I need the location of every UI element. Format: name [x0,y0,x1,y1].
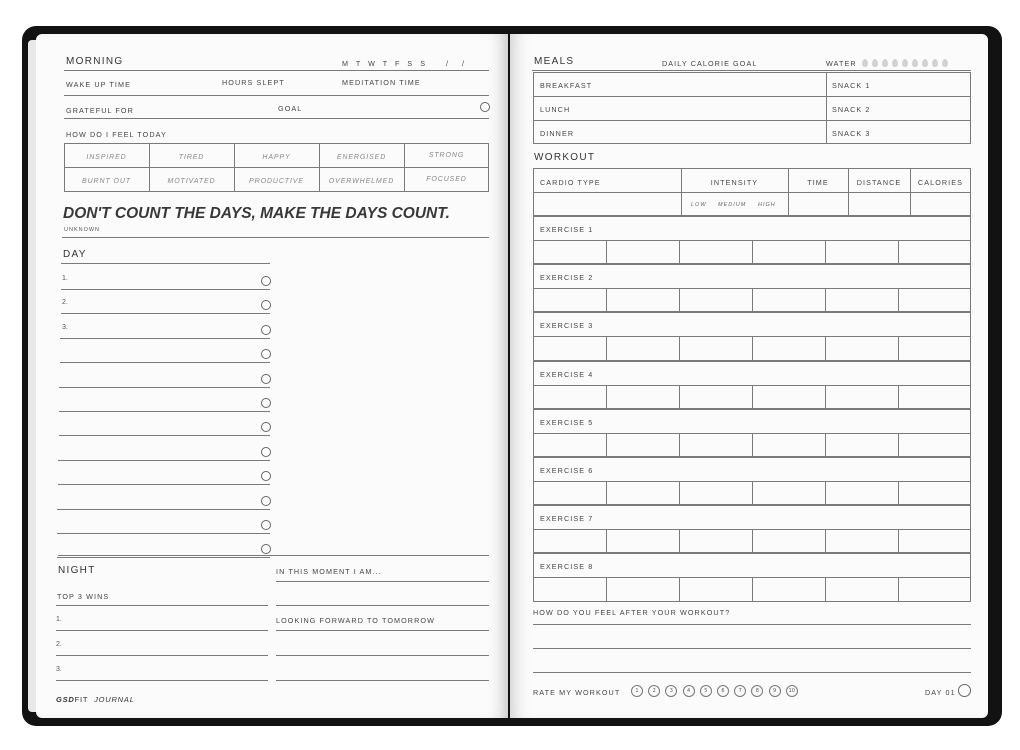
exercise-input-cell[interactable] [752,433,825,457]
task-line[interactable] [59,387,270,388]
rating-option-1[interactable]: 1 [631,685,643,697]
day-number-label: DAY 01 [925,688,956,697]
exercise-input-cell[interactable] [679,481,752,505]
snack-label: SNACK 1 [832,81,871,90]
exercise-input-cell[interactable] [898,433,971,457]
water-drop-icon[interactable] [902,59,908,67]
exercise-input-cell[interactable] [606,240,679,264]
notes-line[interactable] [533,624,971,625]
water-drop-icon[interactable] [942,59,948,67]
meal-label: LUNCH [540,105,571,114]
exercise-input-cell[interactable] [898,481,971,505]
divider [276,581,489,582]
rating-option-4[interactable]: 4 [683,685,695,697]
notes-line[interactable] [533,648,971,649]
exercise-input-cell[interactable] [606,529,679,553]
night-title: NIGHT [58,565,96,576]
task-checkbox[interactable] [261,349,271,359]
goal-label: GOAL [278,104,303,113]
exercise-input-cell[interactable] [679,529,752,553]
task-number: 2. [62,299,68,307]
rating-option-5[interactable]: 5 [700,685,712,697]
task-line[interactable] [57,509,270,510]
exercise-input-cell[interactable] [752,288,825,312]
exercise-input-cell[interactable] [825,529,898,553]
task-line[interactable] [60,362,270,363]
exercise-input-cell[interactable] [533,529,606,553]
meals-table [533,72,971,144]
grid-line [910,168,911,216]
exercise-input-cell[interactable] [825,336,898,360]
exercise-input-cell[interactable] [825,240,898,264]
exercise-input-cell[interactable] [606,577,679,601]
feeling-option[interactable]: OVERWHELMED [328,178,395,185]
exercise-label: EXERCISE 3 [540,321,594,331]
intensity-medium[interactable]: MEDIUM [718,202,747,208]
top-wins-label: TOP 3 WINS [57,592,110,601]
feel-today-label: HOW DO I FEEL TODAY [66,130,167,139]
snack-label: SNACK 2 [832,105,871,114]
divider [276,605,489,606]
water-drop-icon[interactable] [892,59,898,67]
feeling-option[interactable]: STRONG [428,152,465,159]
exercise-label: EXERCISE 6 [540,466,594,475]
weekday-selector[interactable]: M T W T F S S [342,59,428,68]
divider [64,95,489,96]
feeling-option[interactable]: BURNT OUT [82,178,131,185]
exercise-input-cell[interactable] [533,577,606,601]
meals-title: MEALS [534,56,575,67]
quote-author: UNKNOWN [64,227,101,233]
exercise-input-cell[interactable] [898,577,971,601]
task-checkbox[interactable] [261,300,271,310]
grid-line [533,120,971,121]
day-title: DAY [63,249,87,260]
exercise-input-cell[interactable] [533,240,606,264]
exercise-label: EXERCISE 4 [540,369,594,379]
task-checkbox[interactable] [261,544,271,554]
exercise-input-cell[interactable] [533,433,606,457]
win-line[interactable] [56,680,268,681]
right-page [510,34,988,718]
morning-title: MORNING [66,56,124,67]
task-checkbox[interactable] [261,520,271,530]
task-line[interactable] [58,460,270,461]
exercise-input-cell[interactable] [606,336,679,360]
exercise-input-cell[interactable] [752,385,825,409]
grid-line [533,96,971,97]
intensity-header: INTENSITY [710,178,759,187]
hours-slept-label: HOURS SLEPT [222,78,285,87]
forward-line[interactable] [276,630,489,631]
task-number: 3. [62,323,68,331]
water-drop-icon[interactable] [912,59,918,67]
calories-header: CALORIES [917,178,964,187]
moment-label: IN THIS MOMENT I AM... [276,567,382,576]
feeling-option[interactable]: MOTIVATED [167,178,216,185]
task-number: 1. [62,275,68,282]
exercise-input-cell[interactable] [533,481,606,505]
task-line[interactable] [59,435,270,436]
win-number: 2. [56,641,62,648]
rating-option-10[interactable]: 10 [786,685,798,697]
task-checkbox[interactable] [261,374,271,384]
water-label: WATER [826,59,857,68]
divider [64,118,489,119]
rating-option-6[interactable]: 6 [717,685,729,697]
workout-title: WORKOUT [534,152,596,163]
exercise-input-cell[interactable] [825,288,898,312]
exercise-input-cell[interactable] [679,577,752,601]
feeling-option[interactable]: TIRED [178,154,205,161]
exercise-input-cell[interactable] [752,529,825,553]
task-line[interactable] [59,411,270,412]
task-line[interactable] [58,484,270,485]
forward-label: LOOKING FORWARD TO TOMORROW [276,616,435,625]
divider [58,555,489,556]
intensity-high[interactable]: HIGH [758,202,776,208]
rating-option-2[interactable]: 2 [648,685,660,697]
task-line[interactable] [57,533,270,534]
exercise-input-cell[interactable] [898,336,971,360]
task-checkbox[interactable] [261,325,271,335]
goal-checkbox[interactable] [480,102,490,112]
water-drop-icon[interactable] [862,59,868,67]
after-workout-label: HOW DO YOU FEEL AFTER YOUR WORKOUT? [533,608,731,617]
task-checkbox[interactable] [261,422,271,432]
exercise-input-cell[interactable] [898,240,971,264]
divider [61,263,270,264]
win-line[interactable] [56,655,268,656]
feeling-option[interactable]: INSPIRED [86,154,127,161]
grid-line [826,72,827,144]
exercise-input-cell[interactable] [606,288,679,312]
date-field[interactable]: / / [446,59,470,68]
feeling-option[interactable]: ENERGISED [336,154,387,161]
exercise-input-cell[interactable] [752,336,825,360]
grid-line [533,192,971,193]
grid-line [788,168,789,216]
meditation-label: MEDITATION TIME [342,78,421,87]
rating-option-9[interactable]: 9 [769,685,781,697]
task-checkbox[interactable] [261,447,271,457]
rating-option-3[interactable]: 3 [665,685,677,697]
divider [532,70,971,71]
divider [56,605,268,606]
exercise-input-cell[interactable] [679,336,752,360]
exercise-label: EXERCISE 2 [540,273,594,283]
exercise-input-cell[interactable] [898,288,971,312]
task-line[interactable] [57,557,270,558]
exercise-input-cell[interactable] [679,240,752,264]
exercise-input-cell[interactable] [898,529,971,553]
grateful-label: GRATEFUL FOR [66,106,134,115]
water-drop-icon[interactable] [882,59,888,67]
time-header: TIME [807,178,829,187]
exercise-input-cell[interactable] [533,385,606,409]
meal-label: DINNER [540,129,575,138]
brand-italic: JOURNAL [94,695,135,704]
feeling-option[interactable]: PRODUCTIVE [249,178,304,185]
task-checkbox[interactable] [261,471,271,481]
divider [62,237,489,238]
exercise-input-cell[interactable] [679,385,752,409]
forward-line[interactable] [276,680,489,681]
calorie-goal-label: DAILY CALORIE GOAL [662,59,758,68]
exercise-input-cell[interactable] [752,577,825,601]
exercise-input-cell[interactable] [898,385,971,409]
win-line[interactable] [56,630,268,631]
rate-label: RATE MY WORKOUT [533,688,621,697]
exercise-input-cell[interactable] [825,481,898,505]
exercise-input-cell[interactable] [606,433,679,457]
exercise-input-cell[interactable] [752,481,825,505]
exercise-input-cell[interactable] [533,336,606,360]
exercise-label: EXERCISE 1 [540,225,594,234]
day-complete-checkbox[interactable] [958,684,971,697]
snack-label: SNACK 3 [832,129,871,138]
left-page [36,34,508,718]
feeling-option[interactable]: HAPPY [262,154,291,161]
grid-line [848,168,849,216]
win-number: 1. [56,616,62,623]
grid-line [681,168,682,216]
task-line[interactable] [61,289,270,290]
exercise-input-cell[interactable] [533,288,606,312]
quote-text: DON'T COUNT THE DAYS, MAKE THE DAYS COUNT. [63,205,450,222]
rating-option-7[interactable]: 7 [734,685,746,697]
task-line[interactable] [60,338,270,339]
exercise-input-cell[interactable] [752,240,825,264]
intensity-low[interactable]: LOW [691,202,707,208]
exercise-input-cell[interactable] [606,481,679,505]
wake-up-label: WAKE UP TIME [66,80,131,89]
water-drop-icon[interactable] [922,59,928,67]
feeling-option[interactable]: FOCUSED [426,176,467,183]
notes-line[interactable] [533,672,971,673]
exercise-input-cell[interactable] [606,385,679,409]
water-drop-icon[interactable] [932,59,938,67]
exercise-input-cell[interactable] [825,433,898,457]
win-number: 3. [56,666,62,673]
task-checkbox[interactable] [261,276,271,286]
cardio-type-header: CARDIO TYPE [540,178,601,187]
task-checkbox[interactable] [261,496,271,506]
divider [64,70,489,71]
exercise-input-cell[interactable] [679,433,752,457]
exercise-label: EXERCISE 5 [540,417,594,427]
brand-normal: FIT [74,695,89,704]
exercise-input-cell[interactable] [825,577,898,601]
grid-line [404,143,405,192]
exercise-input-cell[interactable] [825,385,898,409]
exercise-label: EXERCISE 8 [540,562,594,572]
rating-option-8[interactable]: 8 [751,685,763,697]
water-drop-icon[interactable] [872,59,878,67]
task-line[interactable] [61,313,270,314]
meal-label: BREAKFAST [540,81,593,90]
brand-bold: GSD [56,695,75,704]
exercise-label: EXERCISE 7 [540,514,594,524]
task-checkbox[interactable] [261,398,271,408]
grid-line [64,167,489,168]
brand-logo [56,695,135,704]
forward-line[interactable] [276,655,489,656]
distance-header: DISTANCE [856,178,902,187]
exercise-input-cell[interactable] [679,288,752,312]
